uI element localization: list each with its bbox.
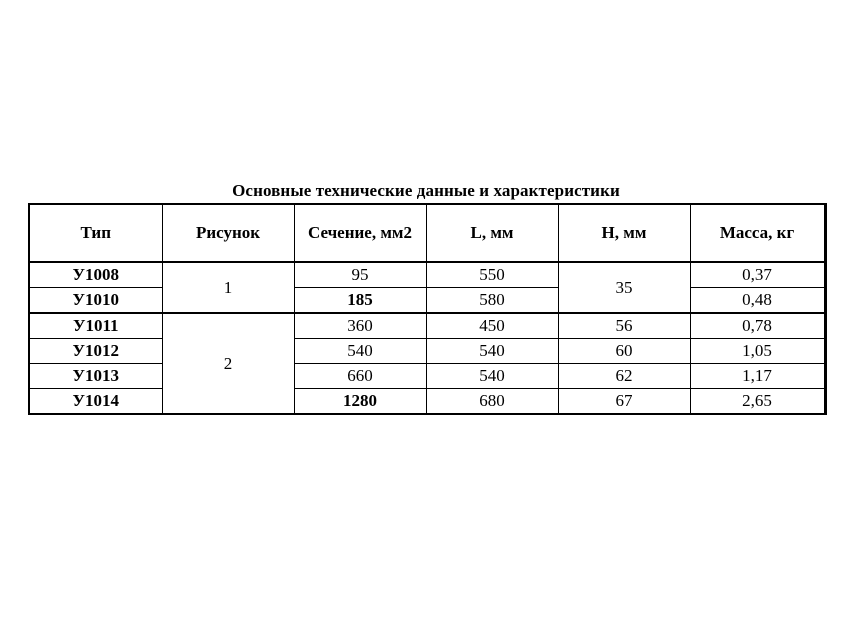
cell-type: У1010 <box>29 288 162 314</box>
cell-type: У1012 <box>29 339 162 364</box>
table-row <box>29 313 825 339</box>
cell-section: 540 <box>294 339 426 364</box>
cell-figure: 2 <box>162 313 294 414</box>
cell-height: 56 <box>558 313 690 339</box>
col-header-section: Сечение, мм2 <box>294 204 426 262</box>
cell-figure: 1 <box>162 262 294 313</box>
cell-type: У1011 <box>29 313 162 339</box>
cell-section: 95 <box>294 262 426 288</box>
cell-type: У1008 <box>29 262 162 288</box>
header-row <box>29 204 825 262</box>
col-header-height: H, мм <box>558 204 690 262</box>
table-caption: Основные технические данные и характеристики <box>232 181 620 200</box>
table-row <box>29 339 825 364</box>
col-header-mass: Масса, кг <box>690 204 825 262</box>
col-header-length: L, мм <box>426 204 558 262</box>
cell-height: 62 <box>558 364 690 389</box>
cell-mass: 2,65 <box>690 389 825 415</box>
table-row <box>29 364 825 389</box>
cell-section: 1280 <box>294 389 426 415</box>
cell-type: У1014 <box>29 389 162 415</box>
cell-height: 67 <box>558 389 690 415</box>
cell-section: 185 <box>294 288 426 314</box>
col-header-type: Тип <box>29 204 162 262</box>
table-row <box>29 262 825 288</box>
cell-mass: 0,78 <box>690 313 825 339</box>
cell-mass: 0,48 <box>690 288 825 314</box>
cell-length: 580 <box>426 288 558 314</box>
cell-mass: 1,17 <box>690 364 825 389</box>
cell-height: 35 <box>558 262 690 313</box>
table-row <box>29 389 825 415</box>
cell-length: 540 <box>426 339 558 364</box>
spec-table <box>28 203 827 415</box>
table-row <box>29 288 825 314</box>
col-header-figure: Рисунок <box>162 204 294 262</box>
cell-length: 550 <box>426 262 558 288</box>
cell-height: 60 <box>558 339 690 364</box>
cell-length: 680 <box>426 389 558 415</box>
cell-section: 660 <box>294 364 426 389</box>
cell-section: 360 <box>294 313 426 339</box>
cell-length: 540 <box>426 364 558 389</box>
cell-type: У1013 <box>29 364 162 389</box>
cell-mass: 0,37 <box>690 262 825 288</box>
cell-length: 450 <box>426 313 558 339</box>
cell-mass: 1,05 <box>690 339 825 364</box>
